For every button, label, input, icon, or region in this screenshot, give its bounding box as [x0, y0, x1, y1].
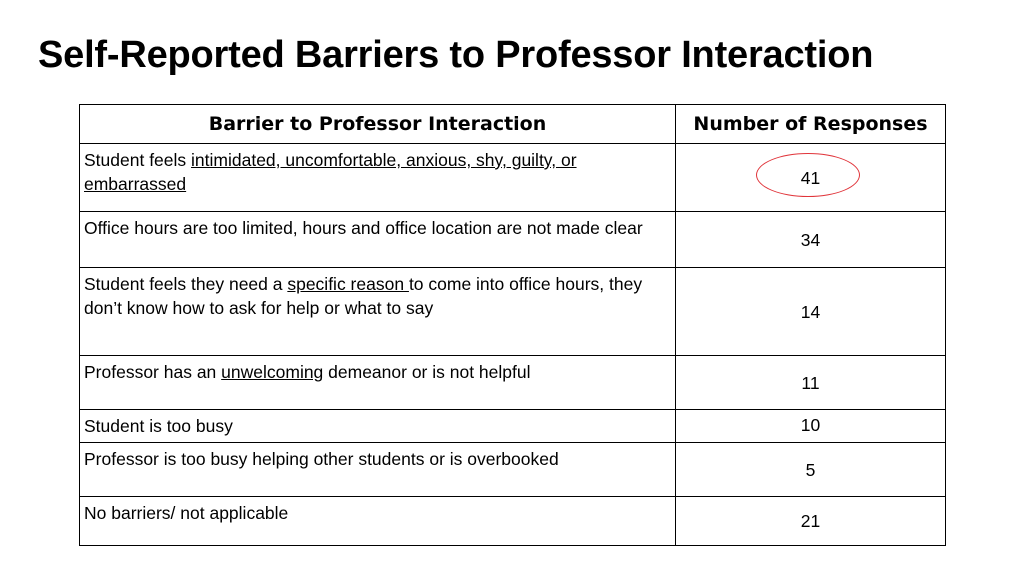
- table-row: [80, 268, 946, 356]
- barrier-text: Professor is too busy helping other students or is overbooked: [84, 449, 559, 469]
- table-row: [80, 356, 946, 410]
- responses-value: 14: [800, 302, 821, 322]
- responses-value: 10: [800, 415, 821, 435]
- barrier-cell: [80, 268, 676, 356]
- responses-value: 21: [800, 511, 821, 531]
- header-barrier: Barrier to Professor Interaction: [80, 105, 676, 144]
- responses-cell: [676, 212, 946, 268]
- barrier-text: Student feels: [84, 150, 192, 170]
- barrier-text: Student is too busy: [84, 416, 233, 436]
- table-row: [80, 212, 946, 268]
- barrier-cell: [80, 356, 676, 410]
- barrier-text: Professor has an: [84, 362, 222, 382]
- table-row: [80, 410, 946, 443]
- responses-value: 34: [800, 230, 821, 250]
- table-header-row: [80, 105, 946, 144]
- barrier-cell: [80, 212, 676, 268]
- responses-cell: [676, 268, 946, 356]
- table-row: [80, 144, 946, 212]
- barrier-cell: [80, 144, 676, 212]
- barrier-text: No barriers/ not applicable: [84, 503, 289, 523]
- barrier-text: Student feels they need a: [84, 274, 288, 294]
- barrier-cell: [80, 443, 676, 497]
- responses-value: 5: [805, 460, 816, 480]
- barrier-cell: [80, 410, 676, 443]
- responses-cell: [676, 144, 946, 212]
- barrier-text-post: demeanor or is not helpful: [323, 362, 531, 382]
- barrier-cell: [80, 497, 676, 546]
- responses-value: 11: [801, 373, 820, 393]
- barrier-underlined-text: unwelcoming: [221, 362, 324, 382]
- table-row: [80, 443, 946, 497]
- responses-cell: [676, 497, 946, 546]
- responses-cell: [676, 443, 946, 497]
- barrier-underlined-text: intimidated, uncomfortable, anxious, shy, guilty, or embarrassed: [84, 150, 577, 194]
- barriers-table: [79, 104, 946, 546]
- barrier-text: Office hours are too limited, hours and office location are not made clear: [84, 218, 643, 238]
- page-title: Self-Reported Barriers to Professor Interaction: [38, 34, 874, 76]
- barrier-text-post: to come into office hours, they don’t know how to ask for help or what to say: [84, 274, 643, 318]
- barrier-underlined-text: specific reason: [287, 274, 409, 294]
- responses-value: 41: [800, 168, 821, 188]
- responses-cell: [676, 410, 946, 443]
- responses-cell: [676, 356, 946, 410]
- table-row: [80, 497, 946, 546]
- header-responses: Number of Responses: [676, 105, 946, 144]
